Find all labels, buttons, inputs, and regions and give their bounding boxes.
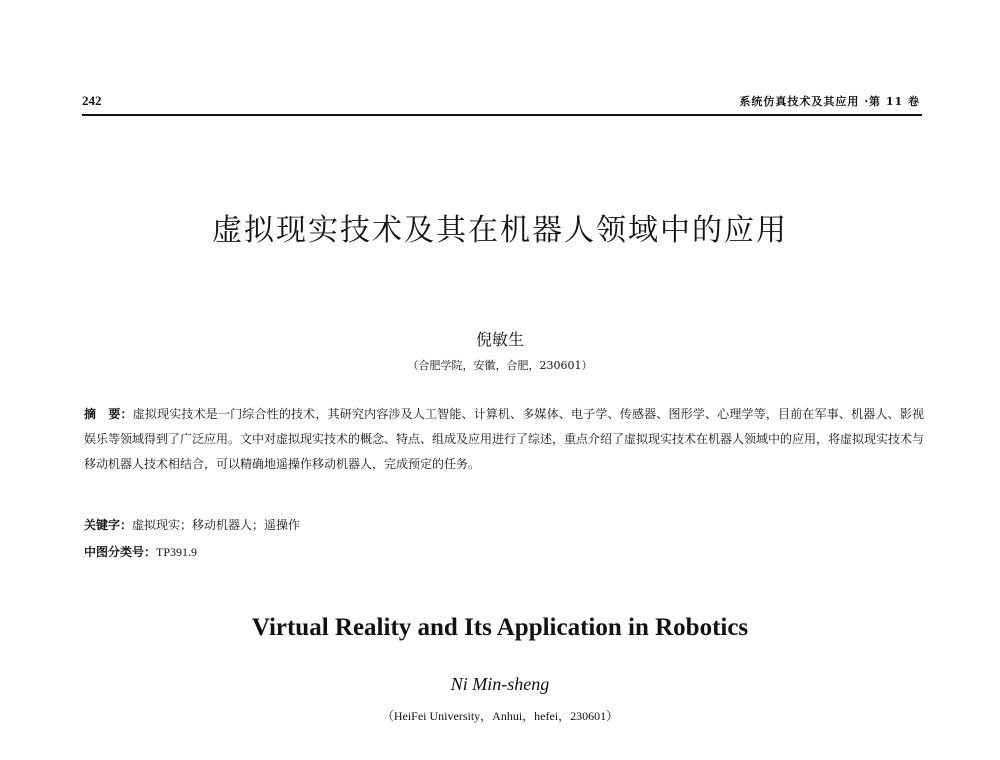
english-title: Virtual Reality and Its Application in Robotics (251, 614, 749, 641)
chinese-affiliation: （合肥学院，安徽，合肥，230601） (407, 359, 593, 372)
header-rule (82, 114, 922, 116)
english-author: Ni Min-sheng (450, 674, 550, 694)
classification-text: TP391.9 (156, 545, 198, 559)
keywords (84, 516, 300, 533)
abstract (84, 402, 924, 477)
classification-label: 中图分类号： (84, 545, 157, 559)
chinese-title: 虚拟现实技术及其在机器人领域中的应用 (212, 213, 788, 248)
journal-name: 系统仿真技术及其应用 ·第 11 卷 (739, 95, 920, 108)
running-header (82, 93, 920, 115)
english-affiliation: （HeiFei University，Anhui，hefei，230601） (381, 709, 619, 723)
classification-number (84, 543, 197, 560)
abstract-text: 虚拟现实技术是一门综合性的技术，其研究内容涉及人工智能、计算机、多媒体、电子学、传感器、图形学、心理学等，目前在军事、机器人、影视娱乐等领域得到了广泛应用。文中对虚拟现实技术的概念、特点、组成及应用进行了综述，重点介绍了虚拟现实技术在机器人领域中的应用，将虚拟现实技术与移动机器人技术相结合，可以精确地遥操作移动机器人，完成预定的任务。 (84, 407, 925, 471)
keywords-text: 虚拟现实；移动机器人；遥操作 (132, 518, 301, 532)
page-number: 242 (82, 93, 102, 108)
abstract-label: 摘 要： (84, 407, 133, 421)
keywords-label: 关键字： (84, 518, 133, 532)
chinese-author: 倪敏生 (475, 330, 524, 349)
